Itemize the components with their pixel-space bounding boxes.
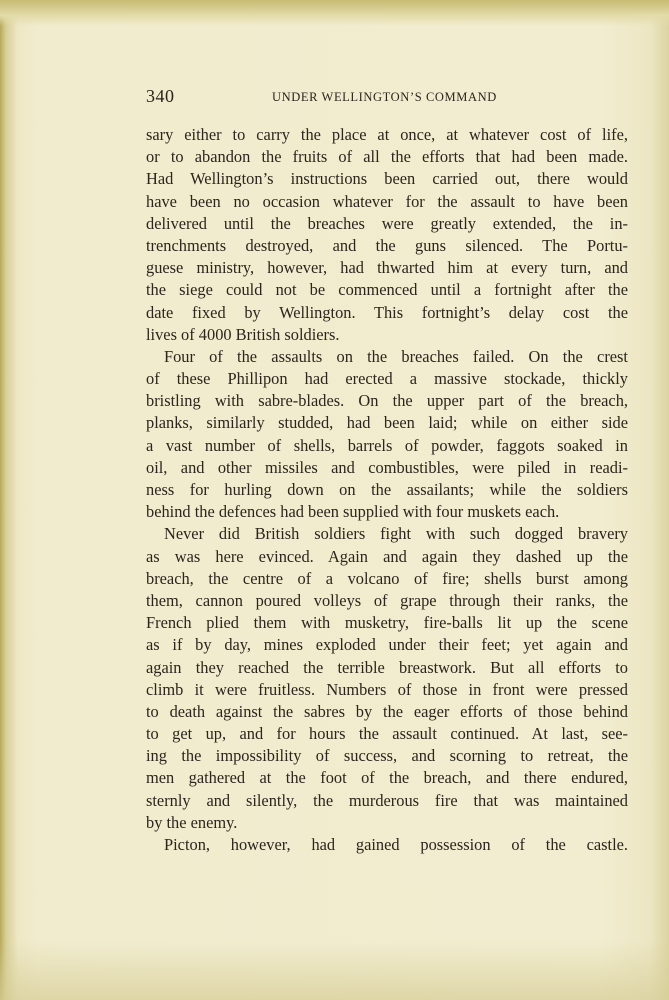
text-line: as if by day, mines exploded under their feet; yet again and [146,635,628,655]
text-line: behind the defences had been supplied with four muskets each. [146,502,560,522]
text-line: trenchments destroyed, and the guns silenced. The Portu- [146,235,628,255]
text-line: breach, the centre of a volcano of fire; shells burst among [146,568,628,588]
text-line: date fixed by Wellington. This fortnight’s delay cost the [146,302,628,322]
text-line: ing the impossibility of success, and scorning to retreat, the [146,746,628,766]
text-line: Picton, however, had gained possession of the castle. [164,835,628,854]
text-line: of these Phillipon had erected a massive stockade, thickly [146,369,628,389]
text-line: men gathered at the foot of the breach, and there endured, [146,768,628,788]
text-line: bristling with sabre-blades. On the upper part of the breach, [146,391,628,411]
text-line: sary either to carry the place at once, at whatever cost of life, [146,125,628,144]
text-line: oil, and other missiles and combustibles, were piled in readi- [146,457,628,477]
text-line: Four of the assaults on the breaches failed. On the crest [164,346,628,366]
running-title: UNDER WELLINGTON’S COMMAND [272,90,497,104]
text-line: by the enemy. [146,812,238,832]
body-text [146,124,628,856]
text-line: them, cannon poured volleys of grape through their ranks, the [146,590,628,610]
text-line: the siege could not be commenced until a fortnight after the [146,280,628,300]
text-line: planks, similarly studded, had been laid; while on either side [146,413,628,433]
text-line: a vast number of shells, barrels of powder, faggots soaked in [146,435,628,455]
text-line: Never did British soldiers fight with such dogged bravery [164,524,628,544]
text-line: to get up, and for hours the assault continued. At last, see- [146,724,628,744]
text-line: Had Wellington’s instructions been carried out, there would [146,169,628,189]
text-line: sternly and silently, the murderous fire that was maintained [146,790,628,810]
page-header [146,86,628,108]
text-line: lives of 4000 British soldiers. [146,324,340,344]
text-line: to death against the sabres by the eager efforts of those behind [146,701,628,721]
text-line: guese ministry, however, had thwarted him at every turn, and [146,258,628,278]
text-line: have been no occasion whatever for the assault to have been [146,191,628,211]
text-line: French plied them with musketry, fire-balls lit up the scene [146,613,628,633]
text-line: ness for hurling down on the assailants; while the soldiers [146,480,628,499]
text-line: as was here evinced. Again and again they dashed up the [146,546,628,566]
text-line: climb it were fruitless. Numbers of those in front were pressed [146,679,628,699]
text-line: again they reached the terrible breastwork. But all efforts to [146,657,628,677]
text-line: or to abandon the fruits of all the efforts that had been made. [146,147,628,167]
page-number: 340 [146,86,175,106]
text-line: delivered until the breaches were greatly extended, the in- [146,213,628,233]
